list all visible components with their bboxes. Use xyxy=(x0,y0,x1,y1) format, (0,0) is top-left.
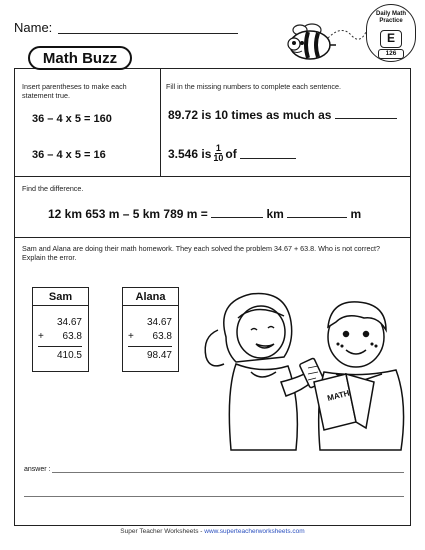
sam-top-number: 34.67 xyxy=(56,317,82,328)
section1-instruction: Insert parentheses to make each statement true. xyxy=(22,82,127,100)
answer-line-1[interactable] xyxy=(52,472,404,473)
equation-2: 36 – 4 x 5 = 16 xyxy=(32,149,106,161)
sam-name: Sam xyxy=(48,291,73,303)
badge-caption: Daily Math Practice xyxy=(375,11,406,24)
alana-title-rule xyxy=(122,305,179,306)
sam-bottom-row: + 63.8 xyxy=(38,331,82,342)
sam-title-rule xyxy=(32,305,89,306)
blank-2[interactable] xyxy=(240,149,296,159)
footer-url[interactable]: www.superteacherworksheets.com xyxy=(204,528,305,535)
answer-label: answer : xyxy=(24,466,51,473)
worksheet-title: Math Buzz xyxy=(28,46,132,70)
students-illustration xyxy=(196,282,418,452)
sentence-1: 89.72 is 10 times as much as xyxy=(168,108,397,122)
fraction: $\frac{1}{10}$ xyxy=(213,143,224,163)
blank-1[interactable] xyxy=(335,109,397,119)
badge-number: 126 xyxy=(378,49,404,59)
name-input-line[interactable] xyxy=(58,33,238,34)
difference-problem: 12 km 653 m – 5 km 789 m = km m xyxy=(48,207,362,221)
alana-bottom-row: + 63.8 xyxy=(128,331,172,342)
alana-sum-line xyxy=(128,346,172,347)
bee-illustration xyxy=(282,18,368,66)
m-blank[interactable] xyxy=(287,208,347,218)
sam-sum-line xyxy=(38,346,82,347)
sam-result: 410.5 xyxy=(56,350,82,361)
equation-1: 36 – 4 x 5 = 160 xyxy=(32,113,112,125)
section-divider-2 xyxy=(14,237,411,238)
answer-line-2[interactable] xyxy=(24,496,404,497)
name-label: Name: xyxy=(14,20,53,35)
section2-instruction: Fill in the missing numbers to complete each sentence. xyxy=(166,82,341,91)
footer: Super Teacher Worksheets - www.superteacherworksheets.com xyxy=(120,528,305,535)
book-label: MATH xyxy=(326,388,351,403)
alana-top-number: 34.67 xyxy=(146,317,172,328)
alana-name: Alana xyxy=(135,291,166,303)
vertical-divider xyxy=(160,68,161,176)
km-blank[interactable] xyxy=(211,208,263,218)
badge-letter: E xyxy=(380,30,402,48)
section3-instruction: Find the difference. xyxy=(22,184,84,193)
section-divider-1 xyxy=(14,176,411,177)
alana-result: 98.47 xyxy=(146,350,172,361)
section4-instruction: Sam and Alana are doing their math homework. They each solved the problem 34.67 + 63.8. Who is not correct? Explain the error. xyxy=(22,244,381,262)
sentence-2: 3.546 is $\frac{1}{10}$ of xyxy=(168,144,296,163)
